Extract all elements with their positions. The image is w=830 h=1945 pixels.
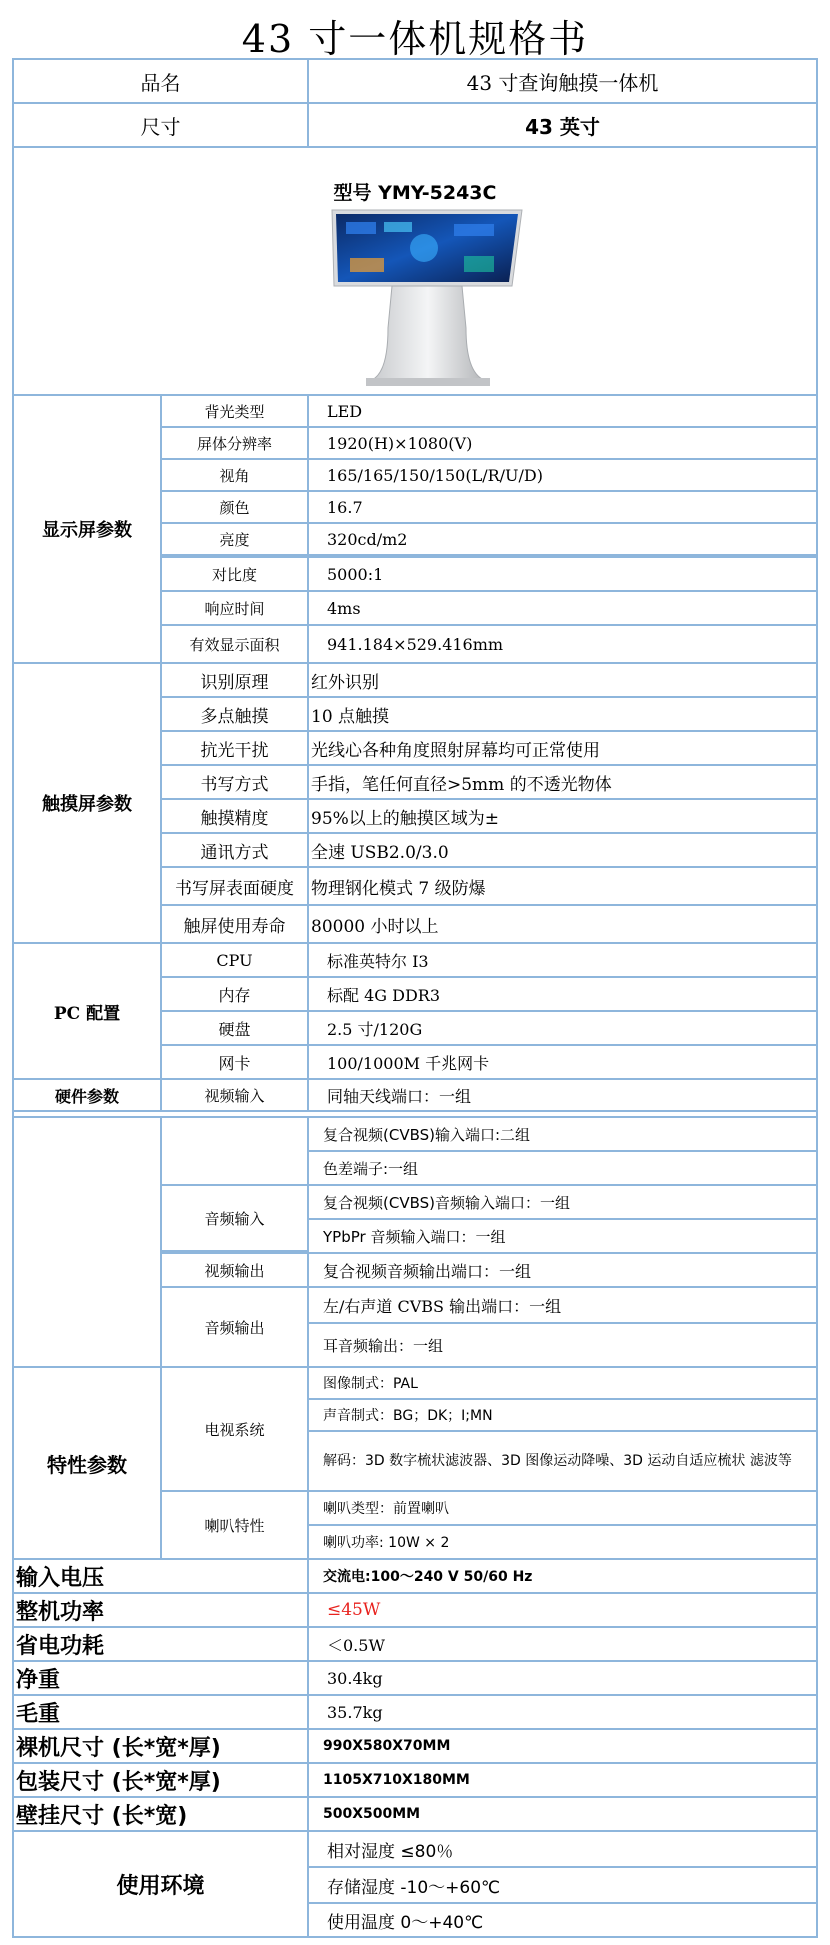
touch-label: 抗光干扰	[160, 730, 309, 766]
display-label: 屏体分辨率	[160, 426, 309, 460]
power-label: 毛重	[12, 1694, 309, 1730]
pc-group-label: PC 配置	[12, 942, 162, 1080]
touch-label: 书写方式	[160, 764, 309, 800]
touch-group-label: 触摸屏参数	[12, 662, 162, 944]
video-out-label: 视频输出	[160, 1252, 309, 1288]
audio-in-value: 色差端子:一组	[307, 1150, 818, 1186]
pc-label: 内存	[160, 976, 309, 1012]
audio-out-value: 左/右声道 CVBS 输出端口：一组	[307, 1286, 818, 1324]
features-group-label: 特性参数	[12, 1366, 162, 1560]
pc-label: 网卡	[160, 1044, 309, 1080]
page-title: 43 寸一体机规格书	[241, 17, 589, 61]
video-out-value: 复合视频音频输出端口：一组	[307, 1252, 818, 1288]
touch-value: 光线心各种角度照射屏幕均可正常使用	[307, 730, 818, 766]
product-image-panel	[12, 146, 818, 396]
speaker-value: 喇叭功率: 10W × 2	[307, 1524, 818, 1560]
touch-value: 红外识别	[307, 662, 818, 698]
hardware-label: 视频输入	[160, 1078, 309, 1112]
environment-value: 存储湿度 -10～+60℃	[307, 1866, 818, 1904]
power-value: 35.7kg	[307, 1694, 818, 1730]
audio-out-label: 音频输出	[160, 1286, 309, 1368]
display-value: 5000:1	[307, 556, 818, 592]
hardware-value: 同轴天线端口：一组	[307, 1078, 818, 1112]
power-value: 交流电:100～240 V 50/60 Hz	[307, 1558, 818, 1594]
power-value: 1105X710X180MM	[307, 1762, 818, 1798]
pc-value: 标配 4G DDR3	[307, 976, 818, 1012]
audio-in-label: 音频输入	[160, 1184, 309, 1252]
display-value: 320cd/m2	[307, 522, 818, 556]
touch-value: 10 点触摸	[307, 696, 818, 732]
tv-system-label: 电视系统	[160, 1366, 309, 1492]
display-group-label: 显示屏参数	[12, 394, 162, 664]
power-label: 包装尺寸 (长*宽*厚)	[12, 1762, 309, 1798]
name-label: 品名	[12, 58, 309, 104]
pc-value: 2.5 寸/120G	[307, 1010, 818, 1046]
touch-value: 80000 小时以上	[307, 904, 818, 944]
touch-label: 通讯方式	[160, 832, 309, 868]
display-value: 1920(H)×1080(V)	[307, 426, 818, 460]
kiosk-image	[14, 148, 820, 398]
power-label: 净重	[12, 1660, 309, 1696]
power-label: 裸机尺寸 (长*宽*厚)	[12, 1728, 309, 1764]
size-label: 尺寸	[12, 102, 309, 148]
power-value: ＜0.5W	[307, 1626, 818, 1662]
hardware-group-label: 硬件参数	[12, 1078, 162, 1112]
touch-label: 触摸精度	[160, 798, 309, 834]
power-label: 省电功耗	[12, 1626, 309, 1662]
display-value: 165/165/150/150(L/R/U/D)	[307, 458, 818, 492]
touch-label: 触屏使用寿命	[160, 904, 309, 944]
display-label: 对比度	[160, 556, 309, 592]
pc-value: 100/1000M 千兆网卡	[307, 1044, 818, 1080]
audio-out-value: 耳音频输出：一组	[307, 1322, 818, 1368]
display-label: 亮度	[160, 522, 309, 556]
power-label: 输入电压	[12, 1558, 309, 1594]
touch-label: 识别原理	[160, 662, 309, 698]
display-label: 颜色	[160, 490, 309, 524]
audio-in-value: 复合视频(CVBS)音频输入端口：一组	[307, 1184, 818, 1220]
power-value: 500X500MM	[307, 1796, 818, 1832]
pc-label: 硬盘	[160, 1010, 309, 1046]
power-value: 30.4kg	[307, 1660, 818, 1696]
tv-system-value: 图像制式：PAL	[307, 1366, 818, 1400]
pc-label: CPU	[160, 942, 309, 978]
tv-system-value: 声音制式：BG；DK；I;MN	[307, 1398, 818, 1432]
environment-value: 使用温度 0～+40℃	[307, 1902, 818, 1938]
size-value: 43 英寸	[307, 102, 818, 148]
pc-value: 标准英特尔 I3	[307, 942, 818, 978]
features-io-group	[12, 1116, 162, 1368]
display-label: 有效显示面积	[160, 624, 309, 664]
audio-in-spacer	[160, 1116, 309, 1186]
touch-value: 手指，笔任何直径>5mm 的不透光物体	[307, 764, 818, 800]
name-value: 43 寸查询触摸一体机	[307, 58, 818, 104]
display-label: 背光类型	[160, 394, 309, 428]
touch-value: 95%以上的触摸区域为±	[307, 798, 818, 834]
display-label: 响应时间	[160, 590, 309, 626]
touch-label: 多点触摸	[160, 696, 309, 732]
touch-value: 物理钢化模式 7 级防爆	[307, 866, 818, 906]
power-label: 整机功率	[12, 1592, 309, 1628]
power-value-highlight: ≤45W	[307, 1592, 818, 1628]
display-label: 视角	[160, 458, 309, 492]
power-value: 990X580X70MM	[307, 1728, 818, 1764]
display-value: 941.184×529.416mm	[307, 624, 818, 664]
environment-value: 相对湿度 ≤80％	[307, 1830, 818, 1868]
display-value: LED	[307, 394, 818, 428]
tv-system-value: 解码：3D 数字梳状滤波器、3D 图像运动降噪、3D 运动自适应梳状 滤波等	[307, 1430, 818, 1492]
touch-label: 书写屏表面硬度	[160, 866, 309, 906]
audio-in-value: YPbPr 音频输入端口：一组	[307, 1218, 818, 1254]
model-label: 型号 YMY-5243C	[333, 182, 497, 204]
touch-value: 全速 USB2.0/3.0	[307, 832, 818, 868]
audio-in-value: 复合视频(CVBS)输入端口:二组	[307, 1116, 818, 1152]
display-value: 16.7	[307, 490, 818, 524]
speaker-label: 喇叭特性	[160, 1490, 309, 1560]
speaker-value: 喇叭类型：前置喇叭	[307, 1490, 818, 1526]
environment-group-label: 使用环境	[12, 1830, 309, 1938]
power-label: 壁挂尺寸 (长*宽)	[12, 1796, 309, 1832]
display-value: 4ms	[307, 590, 818, 626]
